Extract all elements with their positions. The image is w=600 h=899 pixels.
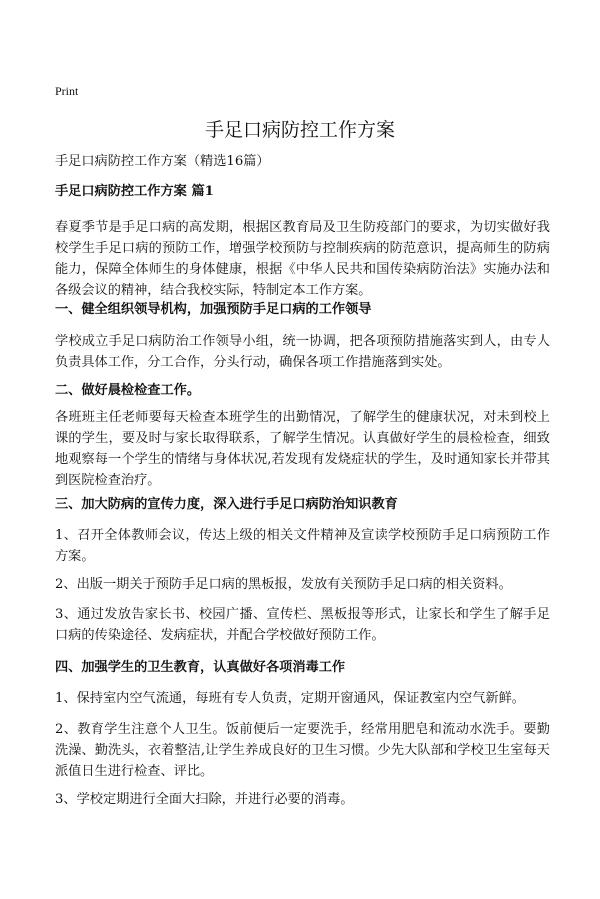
section-1-paragraph: 学校成立手足口病防治工作领导小组，统一协调，把各项预防措施落实到人，由专人负责具体工作，分工合作，分头行动，确保各项工作措施落到实处。 xyxy=(55,334,550,370)
section-4-paragraph-2: 2、教育学生注意个人卫生。饭前便后一定要洗手，经常用肥皂和流动水洗手。要勤洗澡、勤洗头，衣着整洁,让学生养成良好的卫生习惯。少先大队部和学校卫生室每天派值日生进行检查、评比。 xyxy=(55,722,550,779)
section-heading-2: 二、做好晨检检查工作。 xyxy=(55,383,201,398)
section-2-paragraph: 各班班主任老师要每天检查本班学生的出勤情况，了解学生的健康状况，对未到校上课的学生，要及时与家长取得联系，了解学生情况。认真做好学生的晨检检查，细致地观察每一个学生的情绪与身体状况,若发现有发烧症状的学生，及时通知家长并带其到医院检查治疗。 xyxy=(55,410,550,488)
print-label: Print xyxy=(55,84,79,98)
page-title: 手足口病防控工作方案 xyxy=(204,119,395,141)
document-subtitle: 手足口病防控工作方案（精选16篇） xyxy=(55,154,270,169)
intro-paragraph: 春夏季节是手足口病的高发期，根据区教育局及卫生防疫部门的要求，为切实做好我校学生手足口病的预防工作，增强学校预防与控制疾病的防范意识，提高师生的防病能力，保障全体师生的身体健康，根据《中华人民共和国传染病防治法》实施办法和各级会议的精神，结合我校实际，特制定本工作方案。 xyxy=(55,220,550,298)
section-heading-3: 三、加大防病的宣传力度，深入进行手足口病防治知识教育 xyxy=(55,497,398,512)
section-3-paragraph-1: 1、召开全体教师会议，传达上级的相关文件精神及宣读学校预防手足口病预防工作方案。 xyxy=(55,528,550,564)
section-heading-1: 一、健全组织领导机构，加强预防手足口病的工作领导 xyxy=(55,302,372,317)
section-title: 手足口病防控工作方案 篇1 xyxy=(55,184,214,199)
section-4-paragraph-3: 3、学校定期进行全面大扫除，并进行必要的消毒。 xyxy=(55,792,354,807)
section-heading-4: 四、加强学生的卫生教育，认真做好各项消毒工作 xyxy=(55,660,346,675)
section-3-paragraph-3: 3、通过发放告家长书、校园广播、宣传栏、黑板报等形式，让家长和学生了解手足口病的传染途径、发病症状，并配合学校做好预防工作。 xyxy=(55,607,550,643)
section-3-paragraph-2: 2、出版一期关于预防手足口病的黑板报，发放有关预防手足口病的相关资料。 xyxy=(55,577,512,592)
section-4-paragraph-1: 1、保持室内空气流通，每班有专人负责，定期开窗通风，保证教室内空气新鲜。 xyxy=(55,691,525,706)
